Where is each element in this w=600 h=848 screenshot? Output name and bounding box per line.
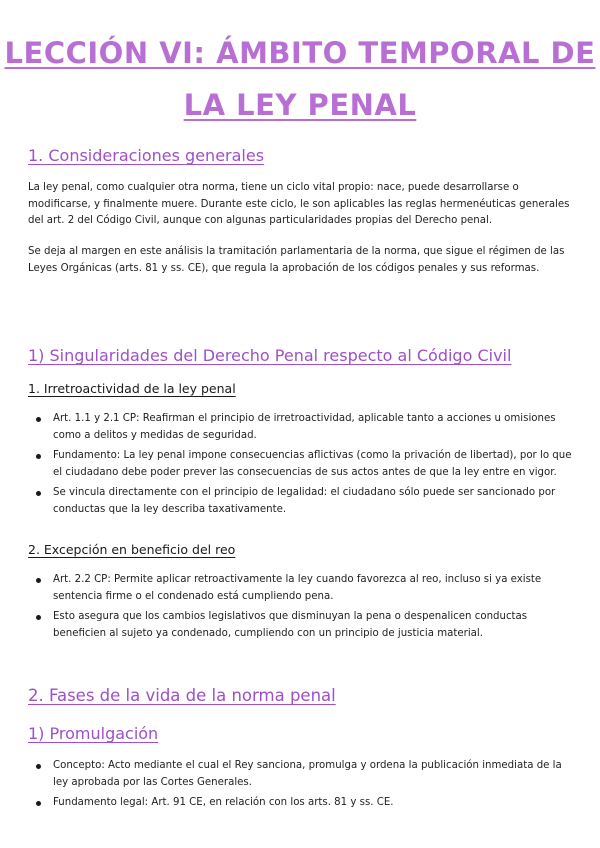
list-item: Art. 2.2 CP: Permite aplicar retroactivamente la ley cuando favorezca al reo, incluso si ya existe sentencia firme o el condenado está cumpliendo pena. [28,572,572,605]
subheading-irretroactividad: 1. Irretroactividad de la ley penal [28,381,236,396]
bullet-list-promulgacion [28,758,572,816]
paragraph-ciclo-vital: La ley penal, como cualquier otra norma, tiene un ciclo vital propio: nace, puede desarrollarse o modificarse, y finalmente muere. Durante este ciclo, le son aplicables las reglas hermenéuticas generales del art. 2 del Código Civil, aunque con algunas particularidades propias del Derecho penal. [28,182,570,226]
list-item: Se vincula directamente con el principio de legalidad: el ciudadano sólo puede ser sancionado por conductas que la ley describa taxativamente. [28,485,572,518]
subheading-excepcion-reo: 2. Excepción en beneficio del reo [28,542,236,557]
bullet-dot-icon [36,578,41,583]
bullet-dot-icon [36,491,41,496]
page-title-line-1: LECCIÓN VI: ÁMBITO TEMPORAL DE [4,36,596,70]
list-item: Concepto: Acto mediante el cual el Rey sanciona, promulga y ordena la publicación inmediata de la ley aprobada por las Cortes Generales. [28,758,572,791]
section-heading-consideraciones: 1. Consideraciones generales [28,146,265,165]
section-heading-fases: 2. Fases de la vida de la norma penal [28,686,336,705]
bullet-dot-icon [36,801,41,806]
page-title-line-2: LA LEY PENAL [183,88,417,122]
bullet-dot-icon [36,764,41,769]
paragraph-tramitacion: Se deja al margen en este análisis la tramitación parlamentaria de la norma, que sigue el régimen de las Leyes Orgánicas (arts. 81 y ss. CE), que regula la aprobación de los códigos penales y sus reformas. [28,246,565,274]
bullet-list-excepcion [28,572,572,646]
bullet-dot-icon [36,417,41,422]
list-item: Esto asegura que los cambios legislativos que disminuyan la pena o despenalicen conductas beneficien al sujeto ya condenado, cumpliendo con un principio de justicia material. [28,609,572,642]
bullet-dot-icon [36,454,41,459]
list-item: Fundamento legal: Art. 91 CE, en relación con los arts. 81 y ss. CE. [28,795,572,812]
section-heading-singularidades: 1) Singularidades del Derecho Penal respecto al Código Civil [28,346,512,365]
list-item: Fundamento: La ley penal impone consecuencias aflictivas (como la privación de libertad), por lo que el ciudadano debe poder prever las consecuencias de sus actos antes de que la ley entre en vigor. [28,448,572,481]
subheading-promulgacion: 1) Promulgación [28,724,159,743]
list-item: Art. 1.1 y 2.1 CP: Reafirman el principio de irretroactividad, aplicable tanto a acciones u omisiones como a delitos y medidas de seguridad. [28,411,572,444]
bullet-dot-icon [36,615,41,620]
bullet-list-irretroactividad [28,411,572,522]
